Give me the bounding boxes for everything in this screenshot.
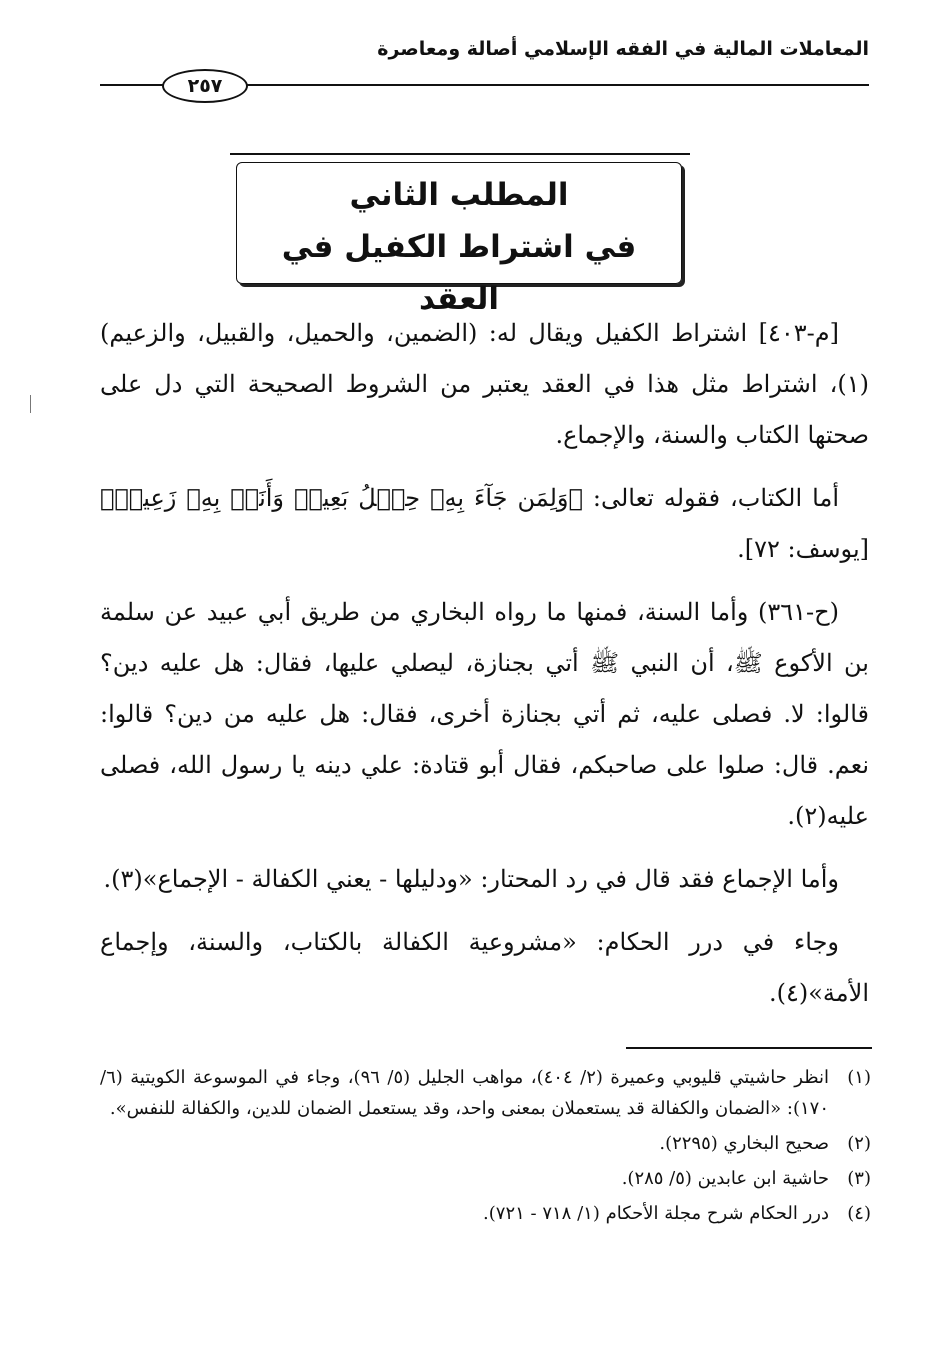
footnote-item bbox=[100, 1062, 871, 1124]
footnote-item bbox=[100, 1198, 871, 1229]
main-text bbox=[100, 308, 869, 1031]
footnote-item bbox=[100, 1128, 871, 1159]
footnote-text: انظر حاشيتي قليوبي وعميرة (٢/ ٤٠٤)، مواهب الجليل (٥/ ٩٦)، وجاء في الموسوعة الكويتية (٦/ ١٧٠): «الضمان والكفالة قد يستعملان بمعنى واحد، وقد يستعمل الضمان للدين، والكفالة للنفس». bbox=[100, 1067, 829, 1119]
footnote-number: (٤) bbox=[847, 1203, 871, 1224]
paragraph-intro: [م-٤٠٣] اشتراط الكفيل ويقال له: (الضمين، والحميل، والقبيل، والزعيم)(١)، اشتراط مثل هذا في العقد يعتبر من الشروط الصحيحة التي دل على صحتها الكتاب والسنة، والإجماع. bbox=[100, 319, 869, 449]
footnotes bbox=[100, 1062, 871, 1233]
footnote-number: (٣) bbox=[847, 1168, 871, 1189]
page-number: ٢٥٧ bbox=[162, 69, 248, 103]
paragraph-quran: أما الكتاب، فقوله تعالى: ﴿وَلِمَن جَآءَ بِهِۦ حِمۡلُ بَعِيرٖ وَأَنَا۠ بِهِۦ زَعِيمٞ﴾ [يوسف: ٧٢]. bbox=[100, 484, 869, 563]
margin-mark bbox=[30, 395, 31, 413]
footnote-number: (١) bbox=[847, 1067, 871, 1088]
running-title: المعاملات المالية في الفقه الإسلامي أصالة ومعاصرة bbox=[377, 38, 869, 60]
section-title-line1: المطلب الثاني bbox=[349, 177, 569, 213]
section-title-line2: في اشتراط الكفيل في العقد bbox=[281, 229, 637, 317]
footnote-text: درر الحكام شرح مجلة الأحكام (١/ ٧١٨ - ٧٢١). bbox=[483, 1203, 829, 1224]
footnote-item bbox=[100, 1163, 871, 1194]
footnote-number: (٢) bbox=[847, 1133, 871, 1154]
footnote-separator bbox=[626, 1047, 872, 1049]
section-title-box bbox=[236, 162, 682, 317]
paragraph-sunnah: (ح-٣٦١) وأما السنة، فمنها ما رواه البخاري من طريق أبي عبيد عن سلمة بن الأكوع ﷺ، أن النبي ﷺ أتي بجنازة، ليصلي عليها، فقال: هل عليه دين؟ قالوا: لا. فصلى عليه، ثم أتي بجنازة أخرى، فقال: هل عليه من دين؟ قالوا: نعم. قال: صلوا على صاحبكم، فقال أبو قتادة: علي دينه يا رسول الله، فصلى عليه(٢). bbox=[100, 598, 869, 830]
paragraph-durar: وجاء في درر الحكام: «مشروعية الكفالة بالكتاب، والسنة، وإجماع الأمة»(٤). bbox=[100, 928, 869, 1007]
footnote-text: صحيح البخاري (٢٢٩٥). bbox=[659, 1133, 829, 1154]
footnote-text: حاشية ابن عابدين (٥/ ٢٨٥). bbox=[621, 1168, 829, 1189]
paragraph-ijma: وأما الإجماع فقد قال في رد المحتار: «ودليلها - يعني الكفالة - الإجماع»(٣). bbox=[103, 865, 839, 893]
